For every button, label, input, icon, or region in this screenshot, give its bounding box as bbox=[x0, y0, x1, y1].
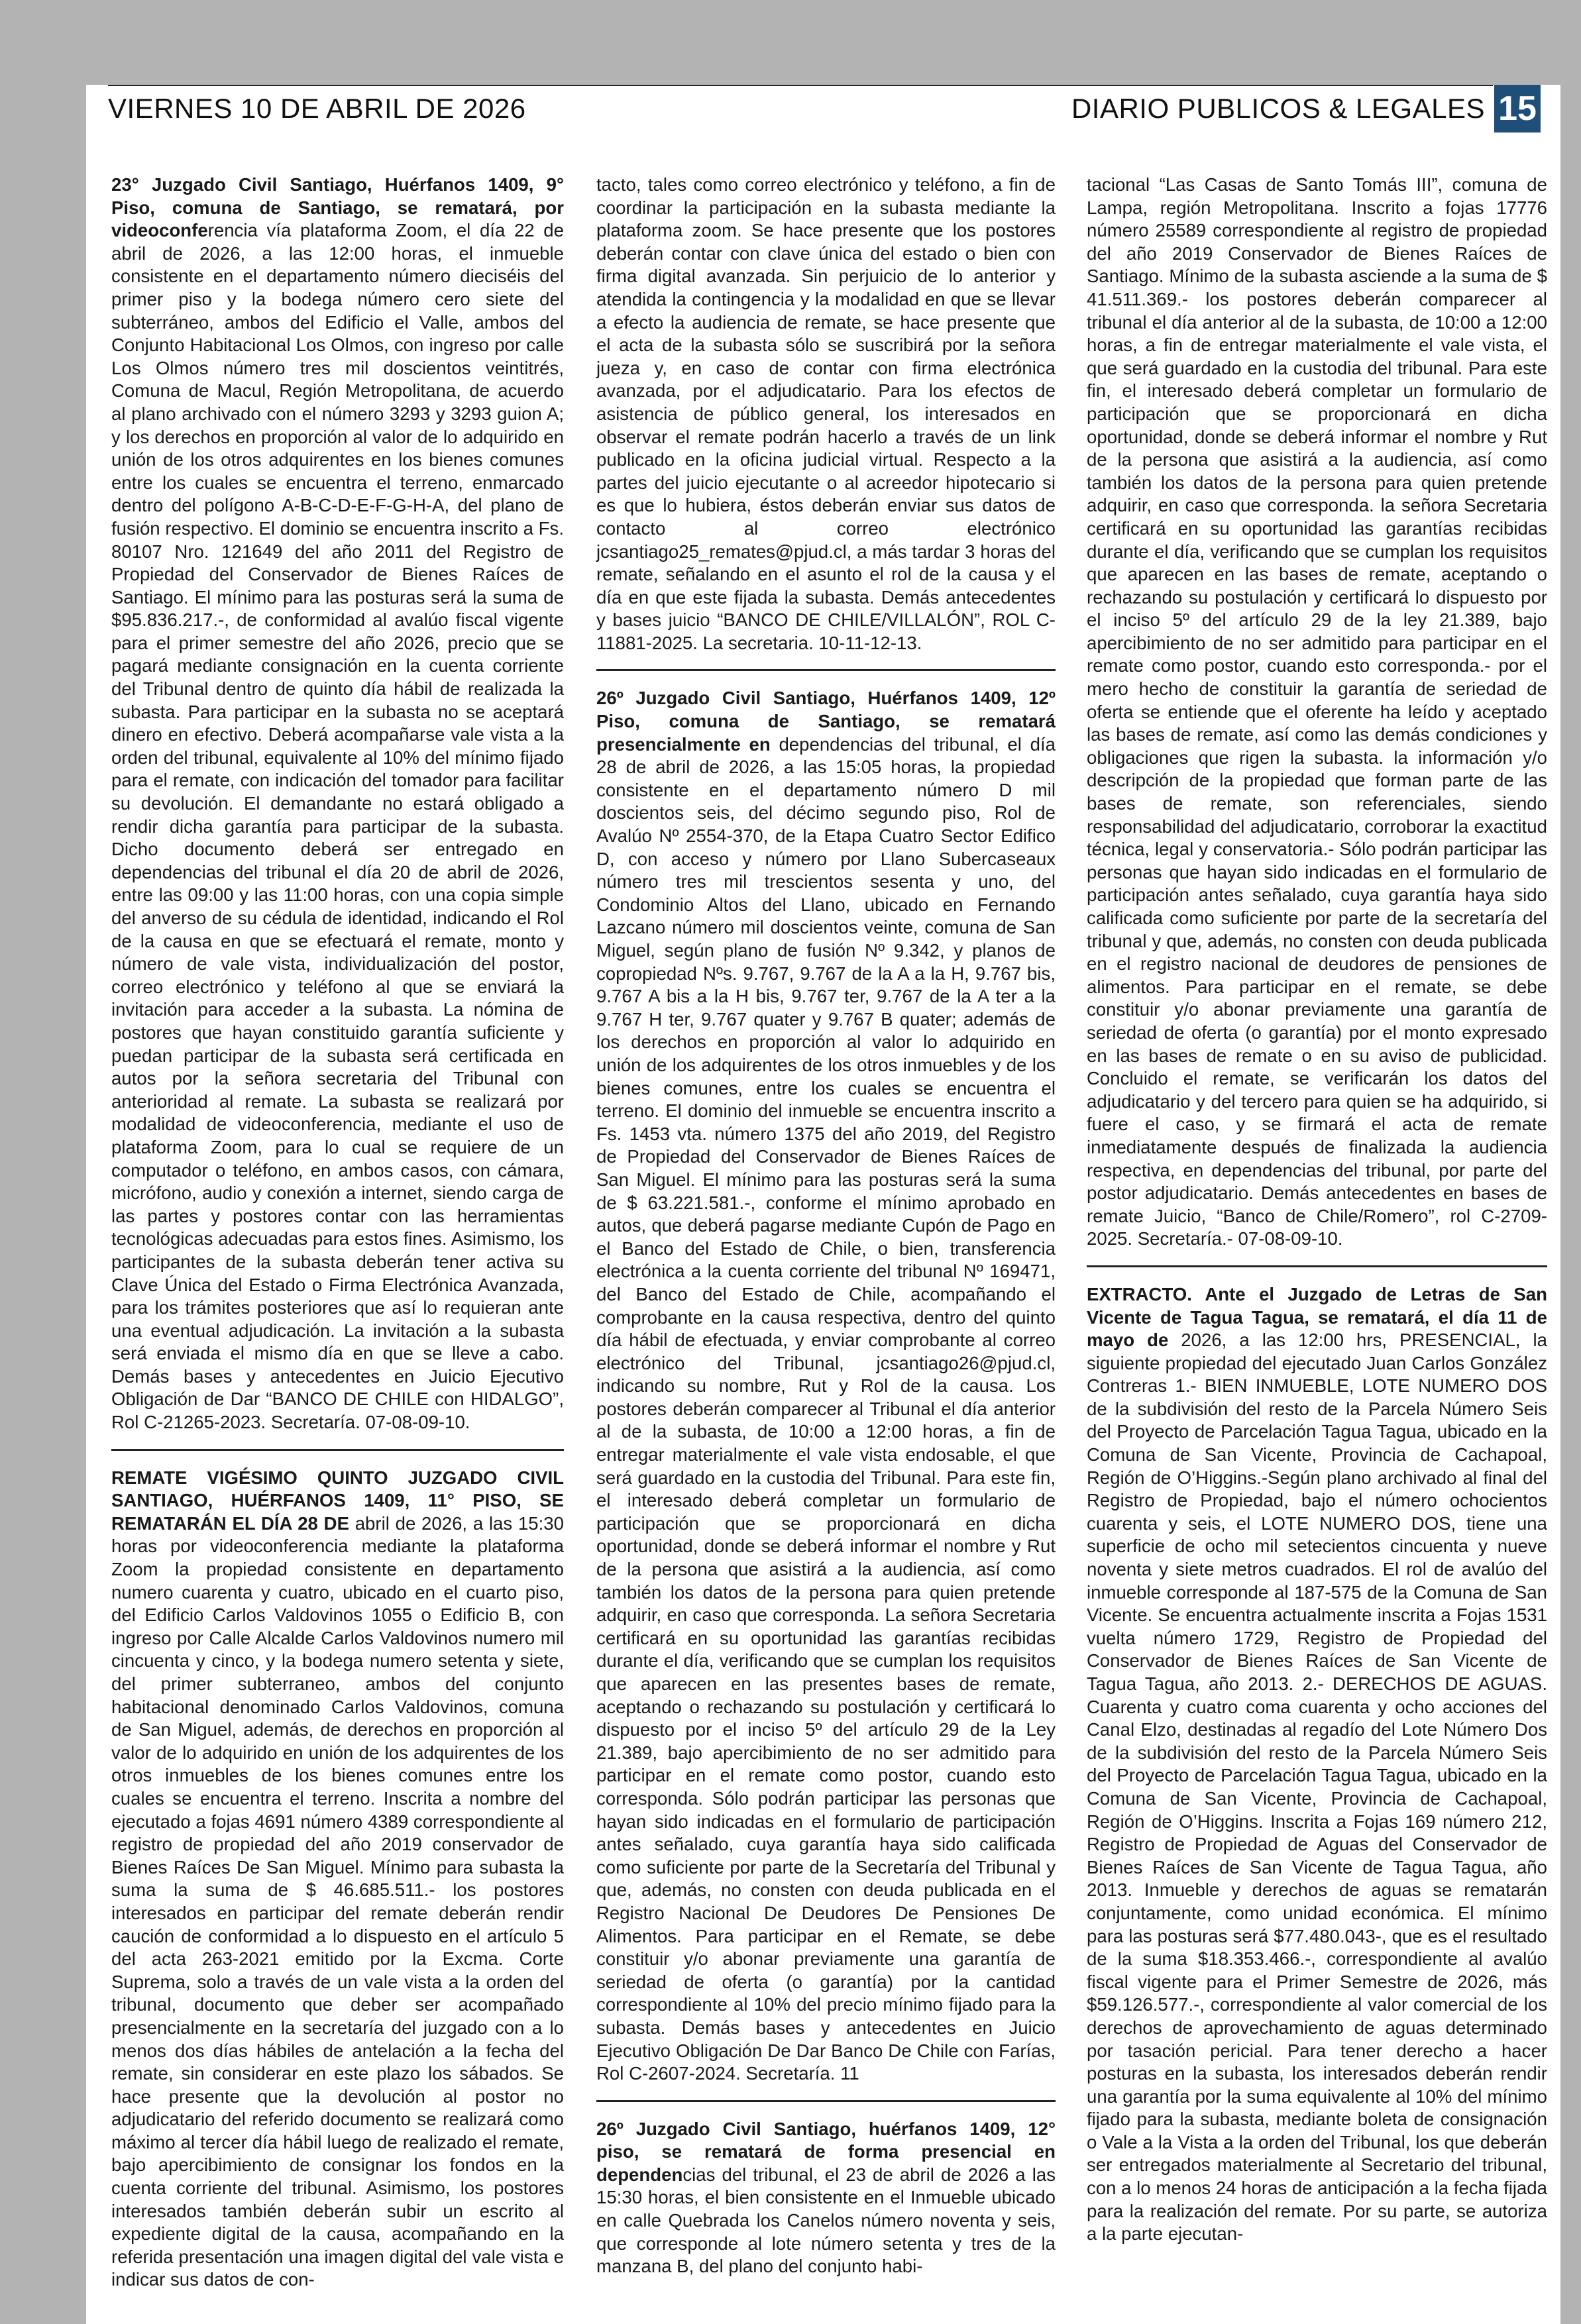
notice-heading: 23° Juzgado Civil Santiago, Huérfanos 1409, 9° Piso, comuna de Santiago, se rematará, por videoconfe bbox=[111, 174, 564, 241]
column-1 bbox=[111, 174, 564, 2292]
legal-notice bbox=[596, 174, 1056, 655]
column-2 bbox=[596, 174, 1056, 2278]
legal-notice bbox=[1087, 1283, 1547, 2246]
notice-heading: 26º Juzgado Civil Santiago, huérfanos 1409, 12° piso, se rematará de forma presencial en dependen bbox=[596, 2118, 1056, 2185]
header-publication-name: DIARIO PUBLICOS & LEGALES bbox=[1071, 93, 1485, 124]
legal-notice bbox=[111, 1467, 564, 2292]
notice-divider bbox=[596, 2100, 1056, 2102]
legal-notice bbox=[1087, 174, 1547, 1251]
notice-heading: REMATE VIGÉSIMO QUINTO JUZGADO CIVIL SANTIAGO, HUÉRFANOS 1409, 11° PISO, SE REMATARÁN EL DÍA 28 DE bbox=[111, 1467, 564, 1534]
notice-heading: 26º Juzgado Civil Santiago, Huérfanos 1409, 12º Piso, comuna de Santiago, se rematará presencialmente en bbox=[596, 688, 1056, 755]
header-date: VIERNES 10 DE ABRIL DE 2026 bbox=[108, 93, 526, 124]
notice-body: dependencias del tribunal, el día 28 de abril de 2026, a las 15:05 horas, la propiedad consistente en el departamento número D mil doscientos seis, del décimo segundo piso, Rol de Avalúo Nº 2554-370, de la Etapa Cuatro Sector Edifico D, con acceso y número por Llano Subercaseaux número tres mil trescientos sesenta y uno, del Condominio Altos del Llano, ubicado en Fernando Lazcano número mil doscientos veinte, comuna de San Miguel, según plano de fusión Nº 9.342, y planos de copropiedad Nºs. 9.767, 9.767 de la A a la H, 9.767 bis, 9.767 A bis a la H bis, 9.767 ter, 9.767 de la A ter a la 9.767 H ter, 9.767 quater y 9.767 B quater; además de los derechos en proporción al valor lo adquirido en unión de los adquirentes de los otros inmuebles y de los bienes comunes, entre los cuales se encuentra el terreno. El dominio del inmueble se encuentra inscrito a Fs. 1453 vta. número 1375 del año 2019, del Registro de Propiedad del Conservador de Bienes Raíces de San Miguel. El mínimo para las posturas será la suma de $ 63.221.581.-, conforme el mínimo aprobado en autos, que deberá pagarse mediante Cupón de Pago en el Banco del Estado de Chile, o bien, transferencia electrónica a la cuenta corriente del tribunal Nº 169471, del Banco del Estado de Chile, acompañando el comprobante en la causa respectiva, dentro del quinto día hábil de efectuada, y enviar comprobante al correo electrónico del Tribunal, jcsantiago26@pjud.cl, indicando su nombre, Rut y Rol de la causa. Los postores deberán comparecer al Tribunal el día anterior al de la subasta, de 10:00 a 12:00 horas, a fin de entregar materialmente el vale vista endosable, el que será guardado en la custodia del Tribunal. Para este fin, el interesado deberá completar un formulario de participación que se proporcionará en dicha oportunidad, donde se deberá informar el nombre y Rut de la persona que asistirá a la audiencia, así como también los datos de la persona para quien pretende adquirir, en caso que corresponda. La señora Secretaria certificará en su oportunidad las garantías recibidas durante el día, verificando que se cumplan los requisitos que aparecen en las presentes bases de remate, aceptando o rechazando su postulación y certificará lo dispuesto por el inciso 5º del artículo 29 de la Ley 21.389, bajo apercibimiento de no ser admitido para participar en el remate como postor, cuando esto corresponda. Sólo podrán participar las personas que hayan sido indicadas en el formulario de participación antes señalado, cuya garantía haya sido calificada como suficiente por parte de la Secretaría del Tribunal y que, además, no consten con deuda publicada en el Registro Nacional De Deudores De Pensiones De Alimentos. Para participar en el Remate, se debe constituir y/o abonar previamente una garantía de seriedad de oferta (o garantía) por la cantidad correspondiente al 10% del precio mínimo fijado para la subasta. Demás bases y antecedentes en Juicio Ejecutivo Obligación De Dar Banco De Chile con Farías, Rol C-2607-2024. Secretaría. 11 bbox=[596, 733, 1056, 2084]
legal-notice bbox=[596, 2118, 1056, 2278]
notice-body: cias del tribunal, el 23 de abril de 2026 a las 15:30 horas, el bien consistente en el Inmueble ubicado en calle Quebrada los Canelos número noventa y seis, que corresponde al lote número setenta y tres de la manzana B, del plano del conjunto habi- bbox=[596, 2164, 1056, 2277]
notice-divider bbox=[596, 669, 1056, 671]
notice-body: rencia vía plataforma Zoom, el día 22 de abril de 2026, a las 12:00 horas, el inmueble consistente en el departamento número dieciséis del primer piso y la bodega número cero siete del subterráneo, ambos del Edificio el Valle, ambos del Conjunto Habitacional Los Olmos, con ingreso por calle Los Olmos número tres mil doscientos veintitrés, Comuna de Macul, Región Metropolitana, de acuerdo al plano archivado con el número 3293 y 3293 guion A; y los derechos en proporción al valor de lo adquirido en unión de los otros adquirentes en los bienes comunes entre los cuales se encuentra el terreno, enmarcado dentro del polígono A-B-C-D-E-F-G-H-A, del plano de fusión respectivo. El dominio se encuentra inscrito a Fs. 80107 Nro. 121649 del año 2011 del Registro de Propiedad del Conservador de Bienes Raíces de Santiago. El mínimo para las posturas será la suma de $95.836.217.-, de conformidad al avalúo fiscal vigente para el primer semestre del año 2026, precio que se pagará mediante consignación en la cuenta corriente del Tribunal dentro de quinto día hábil de realizada la subasta. Para participar en la subasta no se aceptará dinero en efectivo. Deberá acompañarse vale vista a la orden del tribunal, equivalente al 10% del mínimo fijado para el remate, con indicación del tomador para facilitar su devolución. El demandante no estará obligado a rendir dicha garantía para participar de la subasta. Dicho documento deberá ser entregado en dependencias del tribunal el día 20 de abril de 2026, entre las 09:00 y las 11:00 horas, con una copia simple del anverso de su cédula de identidad, indicando el Rol de la causa en que se efectuará el remate, monto y número de vale vista, individualización del postor, correo electrónico y teléfono al que se enviará la invitación para acceder a la subasta. La nómina de postores que hayan constituido garantía suficiente y puedan participar de la subasta será certificada en autos por la señora secretaria del Tribunal con anterioridad al remate. La subasta se realizará por modalidad de videoconferencia, mediante el uso de plataforma Zoom, para lo cual se requiere de un computador o teléfono, en ambos casos, con cámara, micrófono, audio y conexión a internet, siendo carga de las partes y postores contar con las herramientas tecnológicas adecuadas para estos fines. Asimismo, los participantes de la subasta deberán tener activa su Clave Única del Estado o Firma Electrónica Avanzada, para los trámites posteriores que así lo requieran ante una eventual adjudicación. La invitación a la subasta será enviada el mismo día en que se lleve a cabo. Demás bases y antecedentes en Juicio Ejecutivo Obligación de Dar “BANCO DE CHILE con HIDALGO”, Rol C-21265-2023. Secretaría. 07-08-09-10. bbox=[111, 220, 564, 1433]
notice-body: abril de 2026, a las 15:30 horas por videoconferencia mediante la plataforma Zoom la propiedad consistente en departamento numero cuarenta y cuatro, ubicado en el cuarto piso, del Edificio Carlos Valdovinos 1055 o Edificio B, con ingreso por Calle Alcalde Carlos Valdovinos numero mil cincuenta y cinco, y la bodega numero setenta y siete, del primer subterraneo, ambos del conjunto habitacional denominado Carlos Valdovinos, comuna de San Miguel, además, de derechos en proporción al valor de lo adquirido en unión de los adquirentes de los otros inmuebles de los bienes comunes entre los cuales se encuentra el terreno. Inscrita a nombre del ejecutado a fojas 4691 número 4389 correspondiente al registro de propiedad del año 2019 conservador de Bienes Raíces De San Miguel. Mínimo para subasta la suma la suma de $ 46.685.511.- los postores interesados en participar del remate deberán rendir caución de conformidad a lo dispuesto en el artículo 5 del acta 263-2021 emitido por la Excma. Corte Suprema, solo a través de un vale vista a la orden del tribunal, documento que deber ser acompañado presencialmente en la secretaría del juzgado con a lo menos dos días hábiles de antelación a la fecha del remate, sin considerar en este plazo los sábados. Se hace presente que la devolución al postor no adjudicatario del referido documento se realizará como máximo al tercer día hábil luego de realizado el remate, bajo apercibimiento de consignar los fondos en la cuenta corriente del tribunal. Asimismo, los postores interesados también deberán subir un escrito al expediente digital de la causa, acompañando en la referida presentación una imagen digital del vale vista e indicar sus datos de con- bbox=[111, 1512, 564, 2290]
header-rule bbox=[108, 85, 1493, 86]
column-3 bbox=[1087, 174, 1547, 2246]
page-number-badge: 15 bbox=[1494, 85, 1541, 132]
notice-divider bbox=[111, 1449, 564, 1451]
notice-heading: EXTRACTO. Ante el Juzgado de Letras de San Vicente de Tagua Tagua, se rematará, el día 11 de mayo de bbox=[1087, 1283, 1547, 1351]
notice-body: 2026, a las 12:00 hrs, PRESENCIAL, la siguiente propiedad del ejecutado Juan Carlos González Contreras 1.- BIEN INMUEBLE, LOTE NUMERO DOS de la subdivisión del resto de la Parcela Número Seis del Proyecto de Parcelación Tagua Tagua, ubicado en la Comuna de San Vicente, Provincia de Cachapoal, Región de O’Higgins.-Según plano archivado al final del Registro de Propiedad, bajo el número ochocientos cuarenta y seis, el LOTE NUMERO DOS, tiene una superficie de ocho mil setecientos cincuenta y nueve noventa y siete metros cuadrados. El rol de avalúo del inmueble corresponde al 187-575 de la Comuna de San Vicente. Se encuentra actualmente inscrita a Fojas 1531 vuelta número 1729, Registro de Propiedad del Conservador de Bienes Raíces de San Vicente de Tagua Tagua, año 2013. 2.- DERECHOS DE AGUAS. Cuarenta y cuatro coma cuarenta y ocho acciones del Canal Elzo, destinadas al regadío del Lote Número Dos de la subdivisión del resto de la Parcela Número Seis del Proyecto de Parcelación Tagua Tagua, ubicado en la Comuna de San Vicente, Provincia de Cachapoal, Región de O’Higgins. Inscrita a Fojas 169 número 212, Registro de Propiedad de Aguas del Conservador de Bienes Raíces de San Vicente de Tagua Tagua, año 2013. Inmueble y derechos de aguas se rematarán conjuntamente, como unidad económica. El mínimo para las posturas será $77.480.043-, que es el resultado de la suma $18.353.466.-, correspondiente al avalúo fiscal vigente para el Primer Semestre de 2026, más $59.126.577.-, correspondiente al valor comercial de los derechos de aprovechamiento de aguas determinado por tasación pericial. Para tener derecho a hacer posturas en la subasta, los interesados deberán rendir una garantía por la suma equivalente al 10% del mínimo fijado para la subasta, mediante boleta de consignación o Vale a la Vista a la orden del Tribunal, los que deberán ser entregados materialmente al Secretario del tribunal, con a lo menos 24 horas de anticipación a la fecha fijada para la realización del remate. Por su parte, se autoriza a la parte ejecutan- bbox=[1087, 1330, 1547, 2245]
notice-body: tacional “Las Casas de Santo Tomás III”, comuna de Lampa, región Metropolitana. Inscrito a fojas 17776 número 25589 correspondiente al registro de propiedad del año 2019 Conservador de Bienes Raíces de Santiago. Mínimo de la subasta asciende a la suma de $ 41.511.369.- los postores deberán comparecer al tribunal el día anterior al de la subasta, de 10:00 a 12:00 horas, a fin de entregar materialmente el vale vista, el que será guardado en la custodia del tribunal. Para este fin, el interesado deberá completar un formulario de participación que se proporcionará en dicha oportunidad, donde se deberá informar el nombre y Rut de la persona que asistirá a la audiencia, así como también los datos de la persona para quien pretende adquirir, en caso que corresponda. la señora Secretaria certificará en su oportunidad las garantías recibidas durante el día, verificando que se cumplan los requisitos que aparecen en las bases de remate, aceptando o rechazando su postulación y certificará lo dispuesto por el inciso 5º del artículo 29 de la ley 21.389, bajo apercibimiento de no ser admitido para participar en el remate como postor, cuando esto corresponda.- por el mero hecho de constituir la garantía de seriedad de oferta se entiende que el oferente ha leído y aceptado las bases de remate, así como las demás condiciones y obligaciones que rigen la subasta. la información y/o descripción de la propiedad que forman parte de las bases de remate, son referenciales, siendo responsabilidad del adjudicatario, corroborar la exactitud técnica, legal y conservatoria.- Sólo podrán participar las personas que hayan sido indicadas en el formulario de participación antes señalado, cuya garantía haya sido calificada como suficiente por parte de la secretaría del tribunal y que, además, no consten con deuda publicada en el registro nacional de deudores de pensiones de alimentos. Para participar en el remate, se debe constituir y/o abonar previamente una garantía de seriedad de oferta (o garantía) por el monto expresado en las bases de remate o en su aviso de publicidad. Concluido el remate, se verificarán los datos del adjudicatario y del tercero para quien se ha adquirido, si fuere el caso, y se firmará el acta de remate inmediatamente después de finalizada la audiencia respectiva, en dependencias del tribunal, por parte del postor adjudicatario. Demás antecedentes en bases de remate Juicio, “Banco de Chile/Romero”, rol C-2709- 2025. Secretaría.- 07-08-09-10. bbox=[1087, 174, 1547, 1249]
notice-body: tacto, tales como correo electrónico y teléfono, a fin de coordinar la participación en la subasta mediante la plataforma zoom. Se hace presente que los postores deberán contar con clave única del estado o bien con firma digital avanzada. Sin perjuicio de lo anterior y atendida la contingencia y la modalidad en que se llevar a efecto la audiencia de remate, se hace presente que el acta de la subasta sólo se suscribirá por la señora jueza y, en caso de contar con firma electrónica avanzada, por el adjudicatario. Para los efectos de asistencia de público general, los interesados en observar el remate podrán hacerlo a través de un link publicado en la oficina judicial virtual. Respecto a la partes del juicio ejecutante o al acreedor hipotecario si es que lo hubiera, éstos deberán enviar sus datos de contacto al correo electrónico jcsantiago25_remates@pjud.cl, a más tardar 3 horas del remate, señalando en el asunto el rol de la causa y el día en que este fijada la subasta. Demás antecedentes y bases juicio “BANCO DE CHILE/VILLALÓN”, ROL C-11881-2025. La secretaria. 10-11-12-13. bbox=[596, 174, 1056, 653]
legal-notice bbox=[596, 687, 1056, 2085]
notice-divider bbox=[1087, 1265, 1547, 1267]
legal-notice bbox=[111, 174, 564, 1434]
